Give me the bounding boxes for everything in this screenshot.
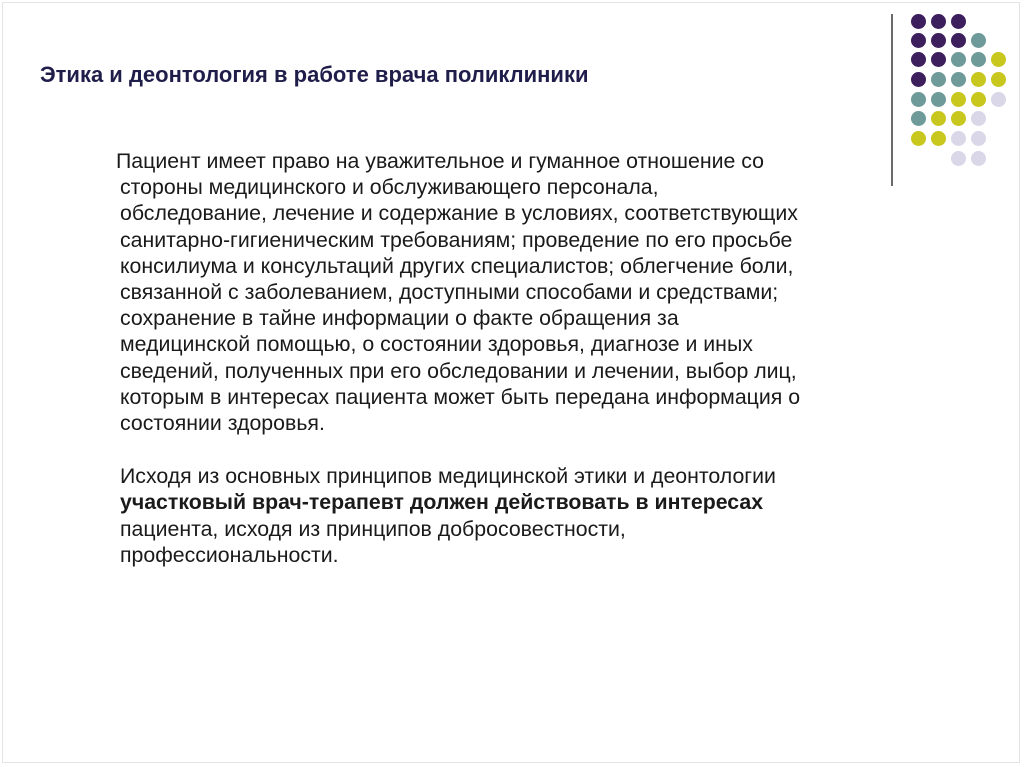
slide-body — [116, 148, 1000, 568]
decorative-dot-grid — [903, 6, 1023, 166]
text-line: связанной с заболеванием, доступными способами и средствами; — [120, 280, 779, 305]
decorative-dot — [911, 33, 926, 48]
decorative-dot — [931, 52, 946, 67]
decorative-dot — [991, 92, 1006, 107]
text-line: Исходя из основных принципов медицинской этики и деонтологии — [120, 464, 776, 489]
decorative-dot — [931, 92, 946, 107]
decorative-dot — [931, 111, 946, 126]
decorative-dot — [971, 72, 986, 87]
decorative-dot — [971, 131, 986, 146]
text-line: Пациент имеет право на уважительное и гуманное отношение со — [116, 149, 764, 173]
decorative-dot — [911, 14, 926, 29]
text-line: санитарно-гигиеническим требованиям; проведение по его просьбе — [120, 227, 793, 252]
text-line: стороны медицинского и обслуживающего персонала, — [120, 175, 659, 200]
decorative-dot — [911, 72, 926, 87]
decorative-dot — [951, 52, 966, 67]
paragraph-doctor-principles — [120, 463, 1000, 568]
decorative-dot — [911, 52, 926, 67]
decorative-dot — [911, 92, 926, 107]
text-line: пациента, исходя из принципов добросовестности, — [120, 516, 626, 541]
decorative-dot — [951, 92, 966, 107]
decorative-dot — [931, 33, 946, 48]
text-line: медицинской помощью, о состоянии здоровья, диагнозе и иных — [120, 332, 753, 357]
decorative-dot — [951, 14, 966, 29]
decorative-dot — [951, 72, 966, 87]
text-line-bold: участковый врач-терапевт должен действовать в интересах — [120, 490, 764, 515]
decorative-dot — [991, 52, 1006, 67]
text-line: сведений, полученных при его обследовании и лечении, выбор лиц, — [120, 358, 797, 383]
decorative-dot — [931, 14, 946, 29]
decorative-dot — [931, 72, 946, 87]
decorative-dot — [951, 33, 966, 48]
text-line: сохранение в тайне информации о факте обращения за — [120, 306, 679, 331]
decorative-dot — [951, 131, 966, 146]
slide-title: Этика и деонтология в работе врача поликлиники — [40, 62, 589, 87]
decorative-dot — [991, 72, 1006, 87]
decorative-dot — [971, 92, 986, 107]
decorative-dot — [951, 111, 966, 126]
decorative-dot — [911, 111, 926, 126]
decorative-dot — [971, 33, 986, 48]
text-line: состоянии здоровья. — [120, 411, 325, 436]
decorative-dot — [931, 131, 946, 146]
text-line: обследование, лечение и содержание в условиях, соответствующих — [120, 201, 798, 226]
paragraph-patient-rights — [116, 148, 1000, 436]
decorative-dot — [971, 52, 986, 67]
decorative-dot — [911, 131, 926, 146]
text-line: профессиональности. — [120, 542, 339, 567]
text-line: консилиума и консультаций других специалистов; облегчение боли, — [120, 253, 794, 278]
decorative-dot — [971, 111, 986, 126]
text-line: которым в интересах пациента может быть передана информация о — [120, 384, 801, 409]
